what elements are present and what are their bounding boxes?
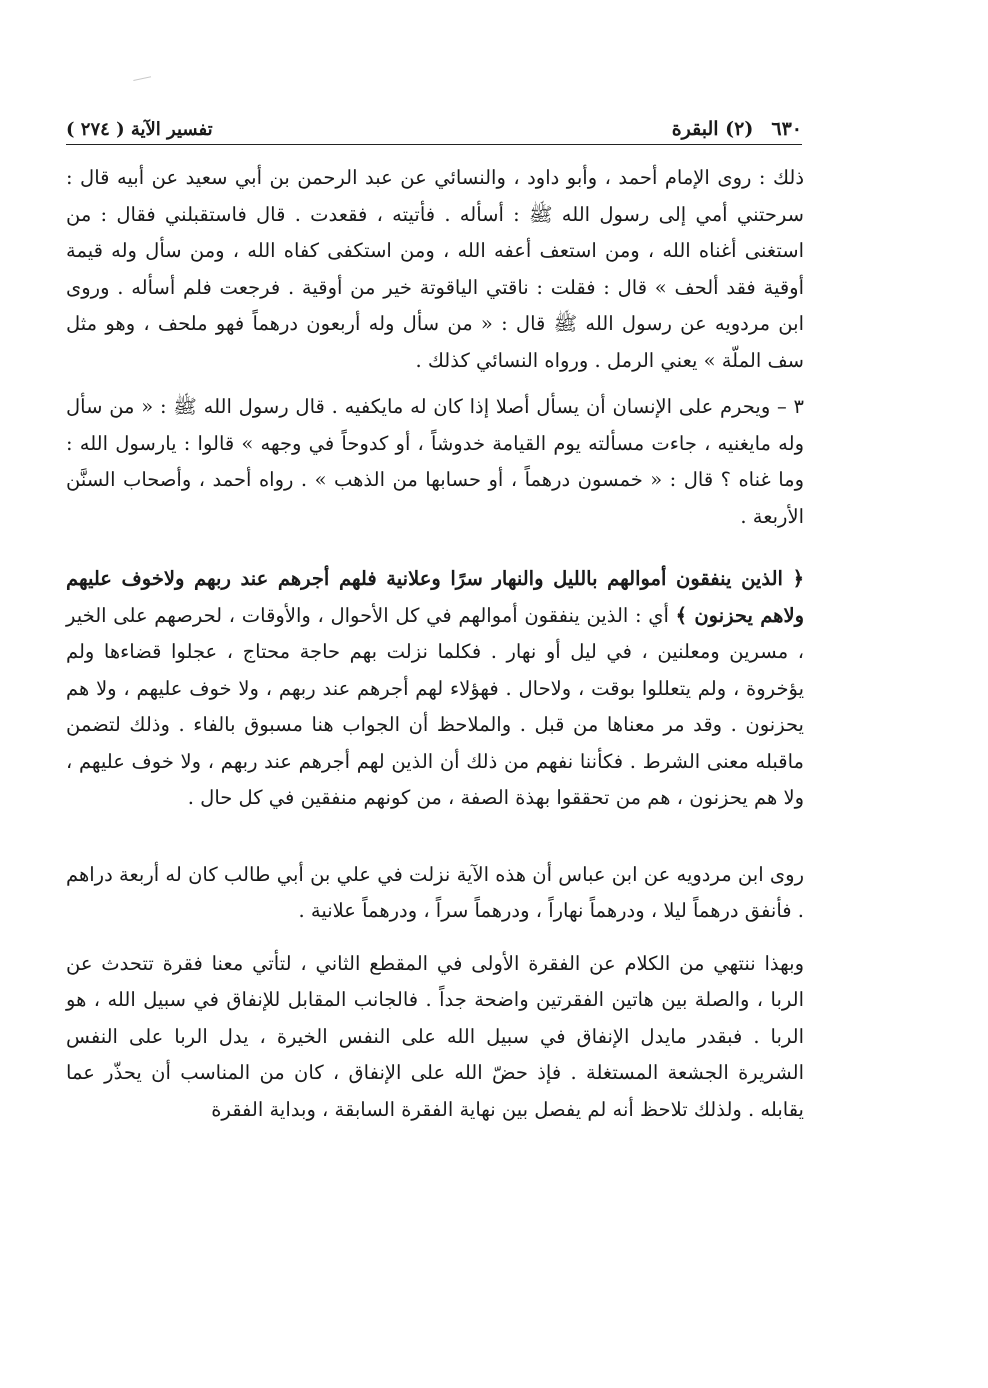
paragraph-hadith-1: ذلك : روى الإمام أحمد ، وأبو داود ، والنسائي عن عبد الرحمن بن أبي سعيد عن أبيه قال : سرحتني أمي إلى رسول الله ﷺ : أسأله . فأتيته ، فقعدت . قال فاستقبلني فقال : من استغنى أغناه الله ، ومن استعف أعفه الله ، ومن استكفى كفاه الله ، ومن سأل وله قيمة أوقية فقد ألحف » قال : فقلت : ناقتي الياقوتة خير من أوقية . فرجعت فلم أسأله . وروى ابن مردويه عن رسول الله ﷺ قال : « من سأل وله أربعون درهماً فهو ملحف ، وهو مثل سف الملّة » يعني الرمل . ورواه النسائي كذلك . (66, 166, 804, 372)
header-right (672, 118, 802, 140)
paragraph-rule-3: ٣ – ويحرم على الإنسان أن يسأل أصلا إذا كان له مايكفيه . قال رسول الله ﷺ : « من سأل وله مايغنيه ، جاءت مسألته يوم القيامة خدوشاً ، أو كدوحاً في وجهه » قالوا : يارسول الله : وما غناه ؟ قال : « خمسون درهماً ، أو حسابها من الذهب » . رواه أحمد ، وأصحاب السنَّن الأربعة . (66, 395, 804, 528)
page-header (66, 104, 802, 145)
verse-commentary: أي : الذين ينفقون أموالهم في كل الأحوال ، والأوقات ، لحرصهم على الخير ، مسرين ومعلنين ، في ليل أو نهار . فكلما نزلت بهم حاجة محتاج ، عجلوا قضاءها ولم يؤخروة ، ولم يتعللوا بوقت ، ولاحال . فهؤلاء لهم أجرهم عند ربهم ، ولا خوف عليهم ، ولا هم يحزنون . وقد مر معناها من قبل . والملاحظ أن الجواب هنا مسبوق بالفاء . وذلك لتضمن ماقبله معنى الشرط . فكأننا نفهم من ذلك أن الذين لهم أجرهم عند ربهم ، ولا خوف عليهم ، ولا هم يحزنون ، هم من تحققوا بهذة الصفة ، من كونهم منفقين في كل حال . (66, 603, 804, 809)
quran-verse: ﴿ الذين ينفقون أموالهم بالليل والنهار سرًا وعلانية فلهم أجرهم عند ربهم ولاخوف عليهم ولاهم يحزنون ﴾ (66, 567, 804, 627)
surah-name: (٢) البقرة (671, 118, 754, 140)
paragraph-ibn-mardawayh: روى ابن مردويه عن ابن عباس أن هذه الآية نزلت في علي بن أبي طالب كان له أربعة دراهم . فأنفق درهماً ليلا ، ودرهماً نهاراً ، ودرهماً سراً ، ودرهماً علانية . (66, 862, 804, 922)
scan-mark (133, 76, 152, 89)
page-number: ٦٣٠ (771, 118, 802, 140)
paragraph-verse-274 (66, 561, 804, 817)
page-body (66, 160, 804, 1128)
section-title: تفسير الآية ( ٢٧٤ ) (66, 119, 213, 140)
paragraph-riba-intro: وبهذا ننتهي من الكلام عن الفقرة الأولى في المقطع الثاني ، لتأتي معنا فقرة تتحدث عن الربا ، والصلة بين هاتين الفقرتين واضحة جداً . فالجانب المقابل للإنفاق في سبيل الله ، هو الربا . فبقدر مايدل الإنفاق في سبيل الله على النفس الخيرة ، يدل الربا على النفس الشريرة الجشعة المستغلة . فإذ حضّ الله على الإنفاق ، كان من المناسب أن يحذّر عما يقابله . ولذلك تلاحظ أنه لم يفصل بين نهاية الفقرة السابقة ، وبداية الفقرة (66, 951, 804, 1121)
